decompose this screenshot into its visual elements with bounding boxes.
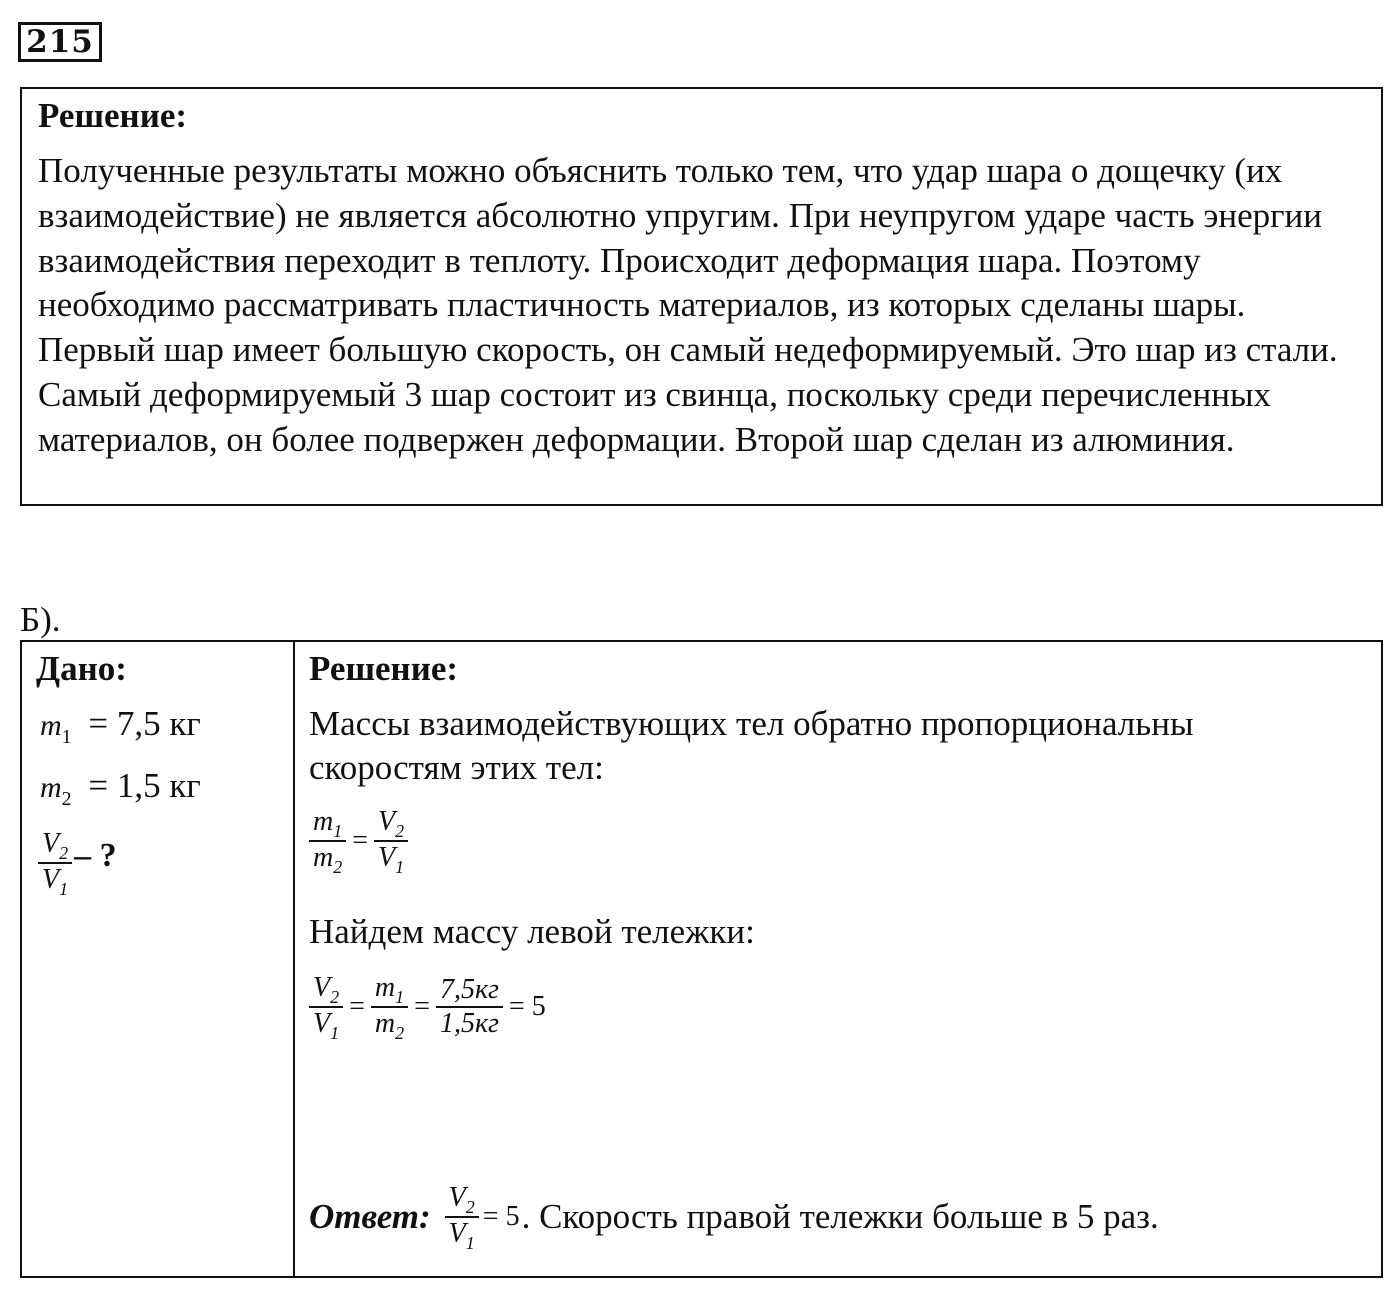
solution-line-1: Массы взаимодействующих тел обратно пропорциональны скоростям этих тел: xyxy=(309,704,1194,787)
problem-number: 215 xyxy=(18,22,102,62)
formula-proportion: $\frac{m_1}{m_2}$ = $\frac{V_2}{V_1}$ xyxy=(309,806,408,876)
solution-heading-a: Решение: xyxy=(38,96,188,135)
solution-table-b xyxy=(20,640,1383,1278)
solution-text-a: Полученные результаты можно объяснить только тем, что удар шара о дощечку (их взаимодействие) не является абсолютно упругим. При неупругом ударе часть энергии взаимодействия переходит в теплоту. Происходит деформация шара. Поэтому необходимо рассматривать пластичность материалов, из которых сделаны шары. Первый шар имеет большую скорость, он самый недеформируемый. Это шар из стали. Самый деформируемый 3 шар состоит из свинца, поскольку среди перечисленных материалов, он более подвержен деформации. Второй шар сделан из алюминия. xyxy=(38,151,1338,459)
given-find: $\frac{V_2}{V_1}$ – ? xyxy=(38,828,117,898)
answer-value: = 5 xyxy=(482,1201,520,1232)
solution-line-2: Найдем массу левой тележки: xyxy=(309,912,755,951)
solution-column xyxy=(295,642,1381,1276)
part-b-label: Б). xyxy=(20,600,61,639)
find-fraction: $\frac{V_2}{V_1}$ xyxy=(38,828,72,898)
solution-heading-b: Решение: xyxy=(309,649,459,688)
answer-line xyxy=(309,1182,1159,1252)
given-heading: Дано: xyxy=(36,649,127,688)
given-m1: $m_1 = 7,5$ кг xyxy=(40,704,201,748)
solution-box-a xyxy=(20,87,1383,506)
answer-fraction: $\frac{V_2}{V_1}$ xyxy=(445,1182,479,1252)
answer-label: Ответ: xyxy=(309,1197,431,1236)
given-column xyxy=(22,642,295,1276)
given-m2: $m_2 = 1,5$ кг xyxy=(40,766,201,810)
answer-text: . Скорость правой тележки больше в 5 раз. xyxy=(521,1197,1159,1236)
formula-ratio: $\frac{V_2}{V_1}$ = $\frac{m_1}{m_2}$ = $\frac{7,5кг}{1,5кг}$ = 5 xyxy=(309,972,552,1042)
